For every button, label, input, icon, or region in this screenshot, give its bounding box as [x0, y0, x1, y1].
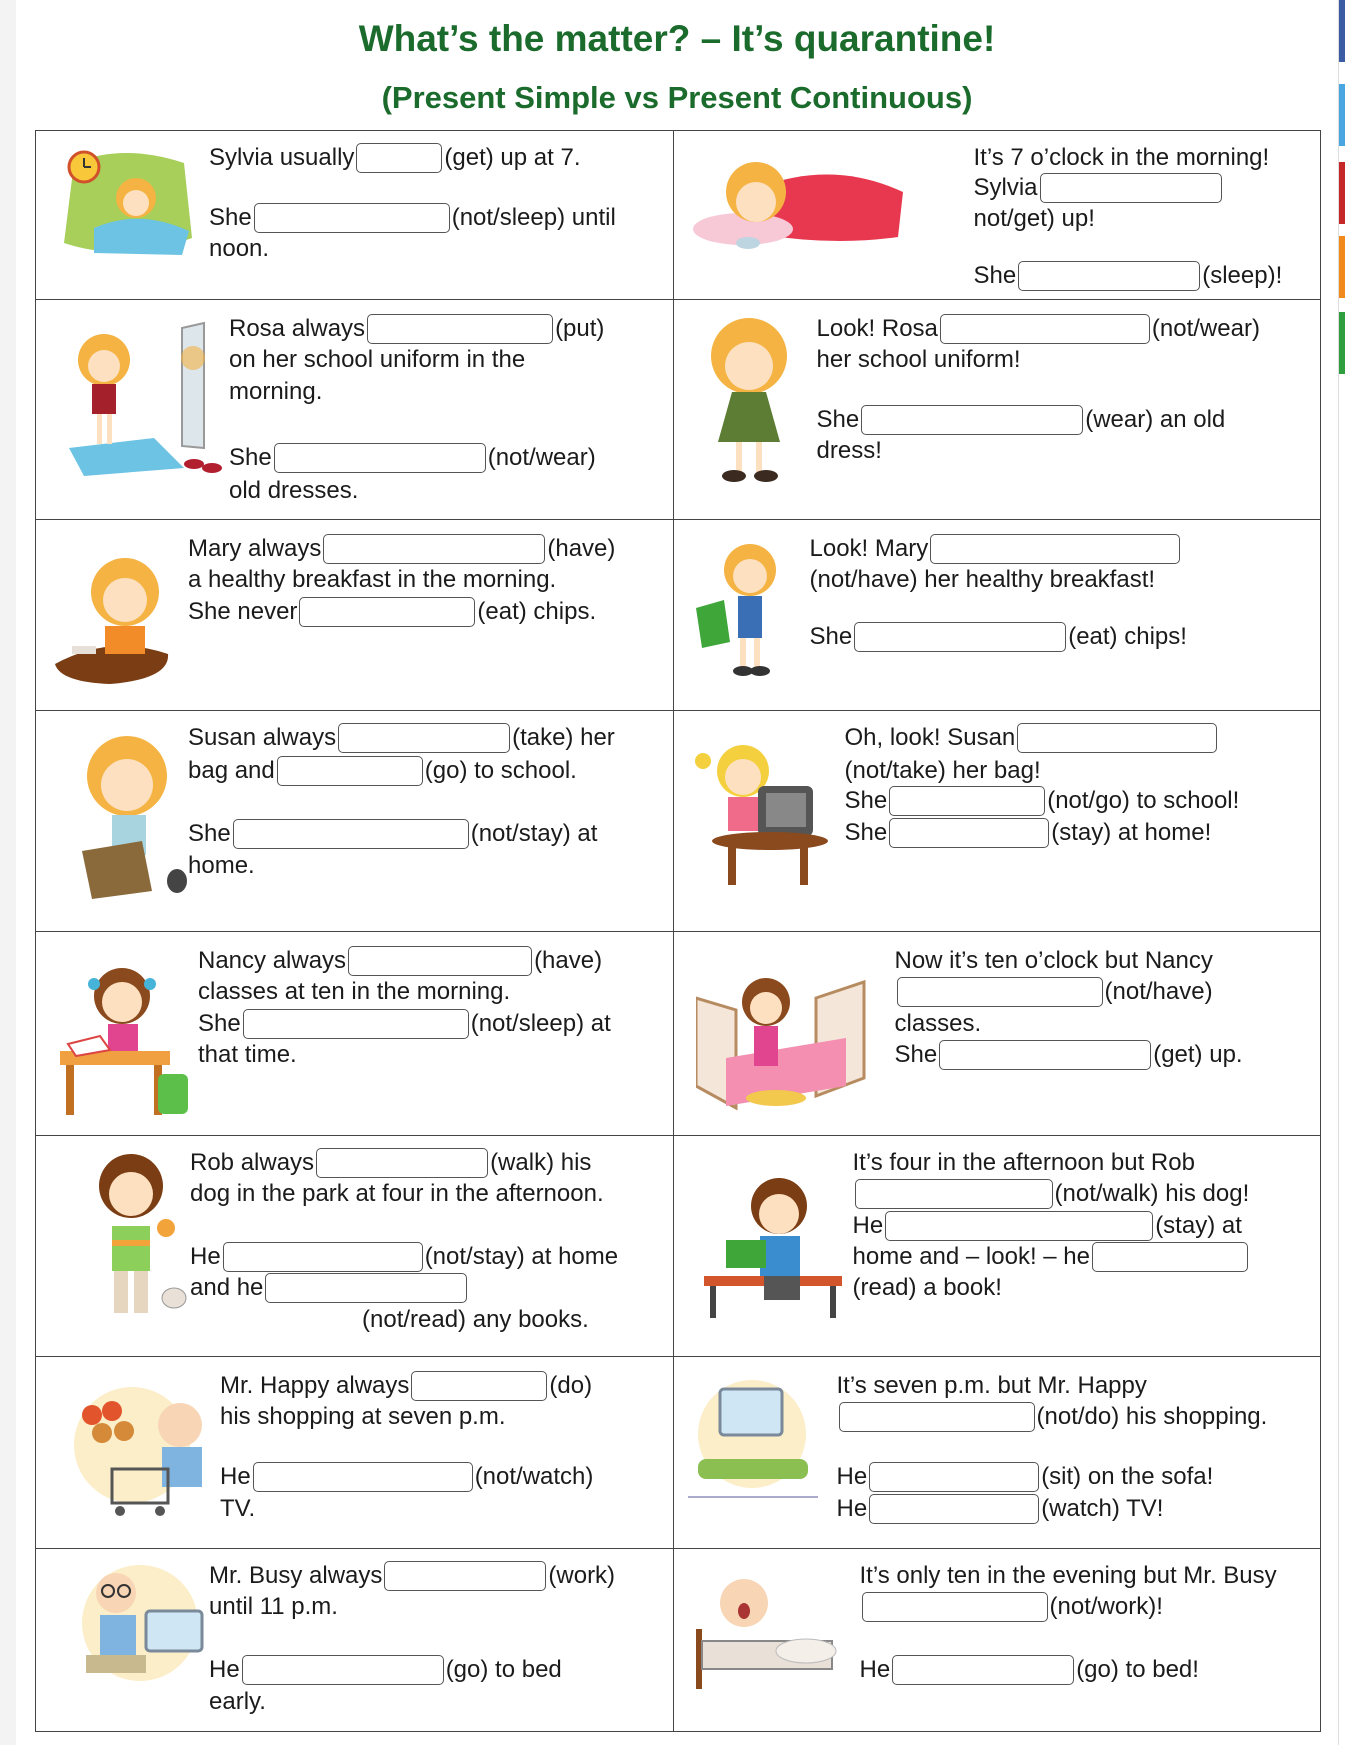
sentence-line: [974, 259, 1283, 292]
verb-hint: (not/wear): [1151, 315, 1260, 342]
sentence-text: She: [209, 204, 252, 231]
sentence-text: He: [190, 1243, 221, 1270]
sentence-text: He: [859, 1656, 891, 1683]
sentence-text: Oh, look! Susan: [844, 724, 1016, 751]
exercise-cell-left: [36, 300, 674, 520]
answer-field[interactable]: [1016, 259, 1202, 292]
sentence-text: Mary always: [188, 535, 322, 562]
verb-hint: (take) her: [512, 724, 615, 751]
answer-field[interactable]: [890, 1653, 1076, 1686]
sentence-line: [229, 312, 604, 345]
verb-hint: (get) up at 7.: [444, 144, 581, 171]
verb-hint: (stay) at: [1155, 1212, 1242, 1239]
sentence-text: It’s four in the afternoon but Rob: [852, 1149, 1195, 1176]
girl-with-chips-bag-icon: [688, 538, 788, 688]
worksheet-subtitle: (Present Simple vs Present Continuous): [381, 80, 973, 115]
sentence-text: Sylvia usually: [209, 144, 355, 171]
verb-hint: (sit) on the sofa!: [1041, 1463, 1214, 1490]
answer-field[interactable]: [1090, 1240, 1250, 1273]
bookmark-tab[interactable]: [1339, 0, 1345, 62]
answer-field[interactable]: [231, 817, 471, 850]
sentence-text: It’s 7 o’clock in the morning!: [973, 144, 1270, 171]
sentence-text: Rob always: [190, 1149, 315, 1176]
verb-hint: (work): [548, 1562, 616, 1589]
verb-hint: (walk) his: [490, 1149, 592, 1176]
verb-hint: (put): [555, 315, 605, 342]
bookmark-tab[interactable]: [1339, 236, 1345, 298]
sentence-text: She: [809, 623, 853, 650]
exercise-row: [36, 520, 1321, 711]
sentence-text: old dresses.: [229, 477, 359, 504]
sentence-line: [188, 721, 615, 754]
verb-hint: (not/sleep) until: [451, 204, 616, 231]
girl-asleep-in-bed-icon: [688, 147, 918, 252]
exercise-row: [36, 131, 1321, 300]
sentence-text: Mr. Busy always: [209, 1562, 383, 1589]
sentence-line: [190, 1240, 618, 1273]
sentence-line: [853, 1209, 1242, 1242]
sentence-text: classes at ten in the morning.: [198, 978, 511, 1005]
verb-hint: (not/walk) his dog!: [1054, 1180, 1250, 1207]
exercise-row: [36, 1136, 1321, 1357]
sentence-text: and he: [190, 1274, 264, 1301]
sentence-text: She never: [188, 598, 298, 625]
sentence-text: Susan always: [188, 724, 337, 751]
verb-hint: (get) up.: [1153, 1041, 1243, 1068]
answer-field[interactable]: [938, 312, 1152, 345]
sentence-text: dress!: [816, 437, 882, 464]
sentence-text: not/get) up!: [973, 205, 1095, 232]
sentence-text: Sylvia: [973, 174, 1038, 201]
answer-field[interactable]: [365, 312, 555, 345]
sentence-line: [220, 1369, 592, 1402]
answer-field[interactable]: [409, 1369, 549, 1402]
verb-hint: (not/work)!: [1049, 1593, 1163, 1620]
verb-hint: (not/have): [1104, 978, 1213, 1005]
answer-field[interactable]: [859, 403, 1085, 436]
sentence-text: He: [852, 1212, 884, 1239]
girl-getting-out-of-bed-icon: [696, 968, 866, 1118]
sentence-text: He: [836, 1463, 868, 1490]
boy-walking-dog-icon: [86, 1148, 191, 1328]
exercise-cell-right: [673, 1357, 1321, 1549]
man-shopping-cart-icon: [72, 1385, 222, 1525]
answer-field[interactable]: [867, 1460, 1041, 1493]
exercise-cell-left: [36, 932, 674, 1136]
girl-in-old-dress-icon: [694, 314, 804, 489]
sentence-text: Rosa always: [229, 315, 366, 342]
girl-eating-breakfast-icon: [50, 554, 185, 684]
sentence-line: [209, 141, 580, 174]
answer-field[interactable]: [895, 975, 1105, 1008]
answer-field[interactable]: [321, 532, 547, 565]
boy-reading-on-bench-icon: [704, 1170, 844, 1320]
man-yawning-in-bed-icon: [696, 1569, 846, 1689]
verb-hint: (not/watch): [474, 1463, 594, 1490]
sentence-line: [198, 1007, 611, 1040]
answer-field[interactable]: [937, 1038, 1153, 1071]
verb-hint: (have): [547, 535, 616, 562]
sentence-text: early.: [209, 1688, 266, 1715]
verb-hint: (eat) chips!: [1068, 623, 1187, 650]
exercise-cell-right: [673, 1549, 1321, 1732]
sentence-line: [837, 1492, 1164, 1525]
sentence-text: She: [894, 1041, 938, 1068]
verb-hint: (stay) at home!: [1051, 819, 1212, 846]
sentence-text: her school uniform!: [816, 346, 1021, 373]
sentence-text: (not/have) her healthy breakfast!: [809, 566, 1156, 593]
sentence-text: (read) a book!: [852, 1274, 1002, 1301]
sentence-line: [190, 1271, 469, 1304]
answer-field[interactable]: [240, 1653, 446, 1686]
answer-field[interactable]: [928, 532, 1182, 565]
answer-field[interactable]: [382, 1559, 548, 1592]
exercise-cell-right: [673, 520, 1321, 711]
sentence-text: on her school uniform in the: [229, 346, 526, 373]
answer-field[interactable]: [883, 1209, 1155, 1242]
sentence-line: [860, 1590, 1163, 1623]
sentence-text: his shopping at seven p.m.: [220, 1403, 506, 1430]
answer-field[interactable]: [853, 1177, 1055, 1210]
girl-at-school-desk-icon: [58, 956, 198, 1121]
verb-hint: (not/stay) at: [470, 820, 598, 847]
sentence-text: until 11 p.m.: [209, 1593, 338, 1620]
sentence-text: dog in the park at four in the afternoon.: [190, 1180, 604, 1207]
answer-field[interactable]: [221, 1240, 425, 1273]
sentence-line: [188, 817, 597, 850]
answer-field[interactable]: [867, 1492, 1041, 1525]
verb-hint: (sleep)!: [1202, 262, 1283, 289]
exercise-cell-right: [673, 711, 1321, 932]
exercise-cell-right: [673, 932, 1321, 1136]
exercise-row: [36, 711, 1321, 932]
answer-field[interactable]: [1015, 721, 1219, 754]
sentence-line: [845, 816, 1212, 849]
answer-field[interactable]: [887, 816, 1051, 849]
verb-hint: (wear) an old: [1085, 406, 1226, 433]
sentence-text: Nancy always: [198, 947, 347, 974]
sentence-text: He: [220, 1463, 251, 1490]
sentence-text: a healthy breakfast in the morning.: [188, 566, 557, 593]
sentence-line: [817, 403, 1226, 436]
sentence-line: [853, 1177, 1250, 1210]
answer-field[interactable]: [252, 201, 452, 234]
sentence-text: Look! Rosa: [816, 315, 938, 342]
sentence-text: bag and: [188, 757, 275, 784]
sentence-line: [229, 441, 596, 474]
exercise-cell-right: [673, 131, 1321, 300]
verb-hint: (go) to bed!: [1076, 1656, 1199, 1683]
answer-field[interactable]: [241, 1007, 471, 1040]
sentence-text: (not/take) her bag!: [844, 757, 1041, 784]
verb-hint: (go) to school.: [424, 757, 577, 784]
man-working-at-computer-icon: [76, 1563, 226, 1683]
sentence-text: She: [229, 444, 272, 471]
answer-field[interactable]: [263, 1271, 469, 1304]
exercise-row: [36, 932, 1321, 1136]
sentence-line: [188, 754, 577, 787]
verb-hint: (watch) TV!: [1041, 1495, 1164, 1522]
exercise-cell-left: [36, 1357, 674, 1549]
verb-hint: (not/do) his shopping.: [1036, 1403, 1268, 1430]
answer-field[interactable]: [336, 721, 512, 754]
answer-field[interactable]: [275, 754, 425, 787]
sentence-text: She: [198, 1010, 241, 1037]
sentence-text: that time.: [198, 1041, 297, 1068]
sentence-text: home and – look! – he: [852, 1243, 1091, 1270]
exercise-cell-right: [673, 1136, 1321, 1357]
sentence-text: (not/read) any books.: [362, 1306, 589, 1333]
answer-field[interactable]: [837, 1400, 1037, 1433]
answer-field[interactable]: [852, 620, 1068, 653]
sentence-line: [837, 1460, 1214, 1493]
sentence-line: [845, 784, 1240, 817]
sentence-text: She: [816, 406, 860, 433]
verb-hint: (go) to bed: [445, 1656, 562, 1683]
bookmark-tab[interactable]: [1339, 162, 1345, 224]
exercise-cell-right: [673, 300, 1321, 520]
girl-packing-school-bag-icon: [72, 731, 190, 901]
verb-hint: (not/go) to school!: [1047, 787, 1240, 814]
girl-at-computer-icon: [688, 741, 838, 901]
verb-hint: (not/sleep) at: [470, 1010, 611, 1037]
answer-field[interactable]: [314, 1146, 490, 1179]
answer-field[interactable]: [251, 1460, 475, 1493]
sentence-line: [188, 532, 615, 565]
answer-field[interactable]: [346, 944, 534, 977]
answer-field[interactable]: [860, 1590, 1050, 1623]
girl-at-mirror-in-uniform-icon: [64, 318, 229, 478]
answer-field[interactable]: [297, 595, 477, 628]
sentence-text: It’s only ten in the evening but Mr. Busy: [859, 1562, 1277, 1589]
sentence-text: Now it’s ten o’clock but Nancy: [894, 947, 1213, 974]
sentence-text: He: [836, 1495, 868, 1522]
sentence-line: [209, 201, 616, 234]
exercise-row: [36, 1357, 1321, 1549]
verb-hint: (eat) chips.: [477, 598, 597, 625]
verb-hint: (do): [549, 1372, 593, 1399]
sentence-text: classes.: [894, 1010, 982, 1037]
sentence-text: Mr. Happy always: [220, 1372, 410, 1399]
verb-hint: (not/wear): [487, 444, 596, 471]
exercise-cell-left: [36, 520, 674, 711]
answer-field[interactable]: [1038, 171, 1224, 204]
answer-field[interactable]: [272, 441, 488, 474]
sentence-line: [853, 1240, 1251, 1273]
page-edge: [1338, 0, 1345, 1745]
worksheet-title: What’s the matter? – It’s quarantine!: [358, 18, 996, 59]
exercise-grid: [35, 130, 1321, 1732]
sentence-line: [895, 975, 1213, 1008]
sentence-line: [837, 1400, 1268, 1433]
sentence-text: He: [209, 1656, 240, 1683]
sentence-text: She: [973, 262, 1017, 289]
bookmark-tab[interactable]: [1339, 84, 1345, 146]
sentence-line: [810, 620, 1187, 653]
exercise-row: [36, 1549, 1321, 1732]
sentence-line: [974, 171, 1224, 204]
sentence-line: [209, 1559, 615, 1592]
sentence-line: [198, 944, 602, 977]
sentence-line: [190, 1146, 591, 1179]
sentence-line: [188, 595, 596, 628]
sentence-line: [220, 1460, 593, 1493]
sleeping-girl-with-alarm-clock-icon: [54, 143, 196, 261]
exercise-cell-left: [36, 711, 674, 932]
sentence-text: It’s seven p.m. but Mr. Happy: [836, 1372, 1147, 1399]
verb-hint: (have): [534, 947, 603, 974]
worksheet-page: [16, 0, 1338, 1745]
answer-field[interactable]: [354, 141, 444, 174]
sentence-text: Look! Mary: [809, 535, 929, 562]
sentence-text: home.: [188, 852, 255, 879]
sentence-text: noon.: [209, 235, 270, 262]
exercise-cell-left: [36, 1136, 674, 1357]
answer-field[interactable]: [887, 784, 1047, 817]
sentence-text: She: [844, 787, 888, 814]
verb-hint: (not/stay) at home: [424, 1243, 619, 1270]
exercise-cell-left: [36, 1549, 674, 1732]
tv-and-sofa-icon: [688, 1379, 818, 1499]
bookmark-tab[interactable]: [1339, 312, 1345, 374]
sentence-line: [810, 532, 1183, 565]
sentence-text: morning.: [229, 378, 323, 405]
sentence-text: She: [188, 820, 231, 847]
sentence-line: [817, 312, 1260, 345]
sentence-line: [209, 1653, 562, 1686]
sentence-line: [860, 1653, 1199, 1686]
exercise-row: [36, 300, 1321, 520]
sentence-text: She: [844, 819, 888, 846]
sentence-text: TV.: [220, 1495, 256, 1522]
sentence-line: [895, 1038, 1243, 1071]
sentence-line: [845, 721, 1220, 754]
exercise-cell-left: [36, 131, 674, 300]
